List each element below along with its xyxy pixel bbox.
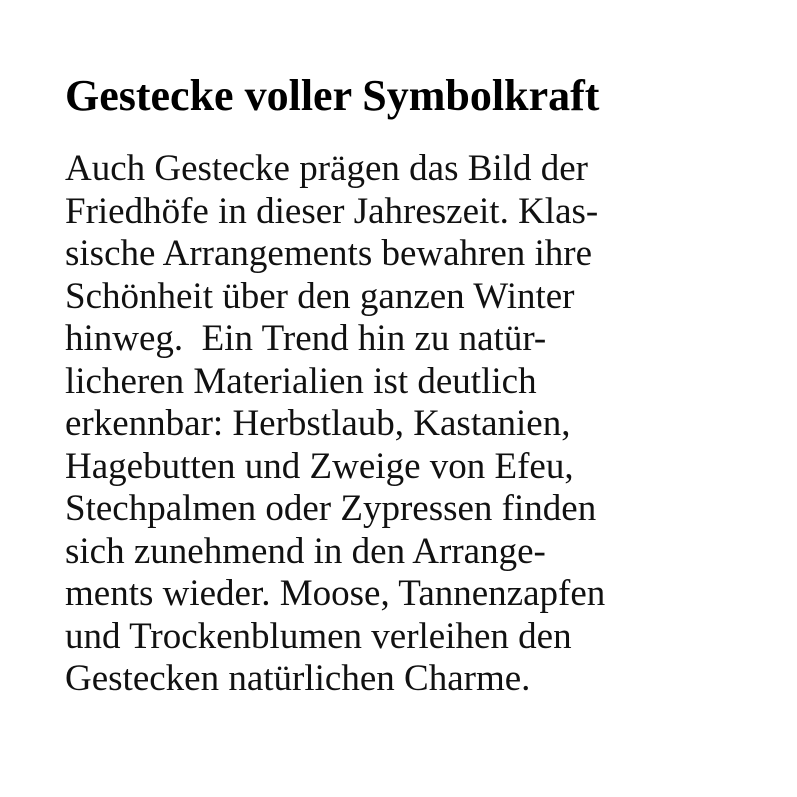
body-line: Stechpalmen oder Zypressen finden [65, 488, 597, 529]
article-body [65, 148, 745, 701]
body-line: Hagebutten und Zweige von Efeu, [65, 445, 574, 487]
body-line: und Trockenblumen verleihen den [65, 615, 572, 657]
body-line: ments wieder. Moose, Tannenzapfen [65, 573, 606, 614]
body-line: Gestecken natürlichen Charme. [65, 658, 531, 699]
body-line: Friedhöfe in dieser Jahreszeit. Klas- [65, 190, 599, 232]
body-line: Auch Gestecke prägen das Bild der [65, 148, 588, 189]
body-line: sich zunehmend in den Arrange- [65, 530, 546, 572]
body-line: licheren Materialien ist deutlich [65, 360, 537, 402]
body-line: Schönheit über den ganzen Winter [65, 275, 575, 317]
article [65, 70, 745, 701]
article-headline: Gestecke voller Symbolkraft [65, 71, 600, 120]
body-line: sische Arrangements bewahren ihre [65, 233, 593, 274]
body-line: erkennbar: Herbstlaub, Kastanien, [65, 403, 571, 444]
body-line: hinweg. Ein Trend hin zu natür- [65, 318, 547, 359]
